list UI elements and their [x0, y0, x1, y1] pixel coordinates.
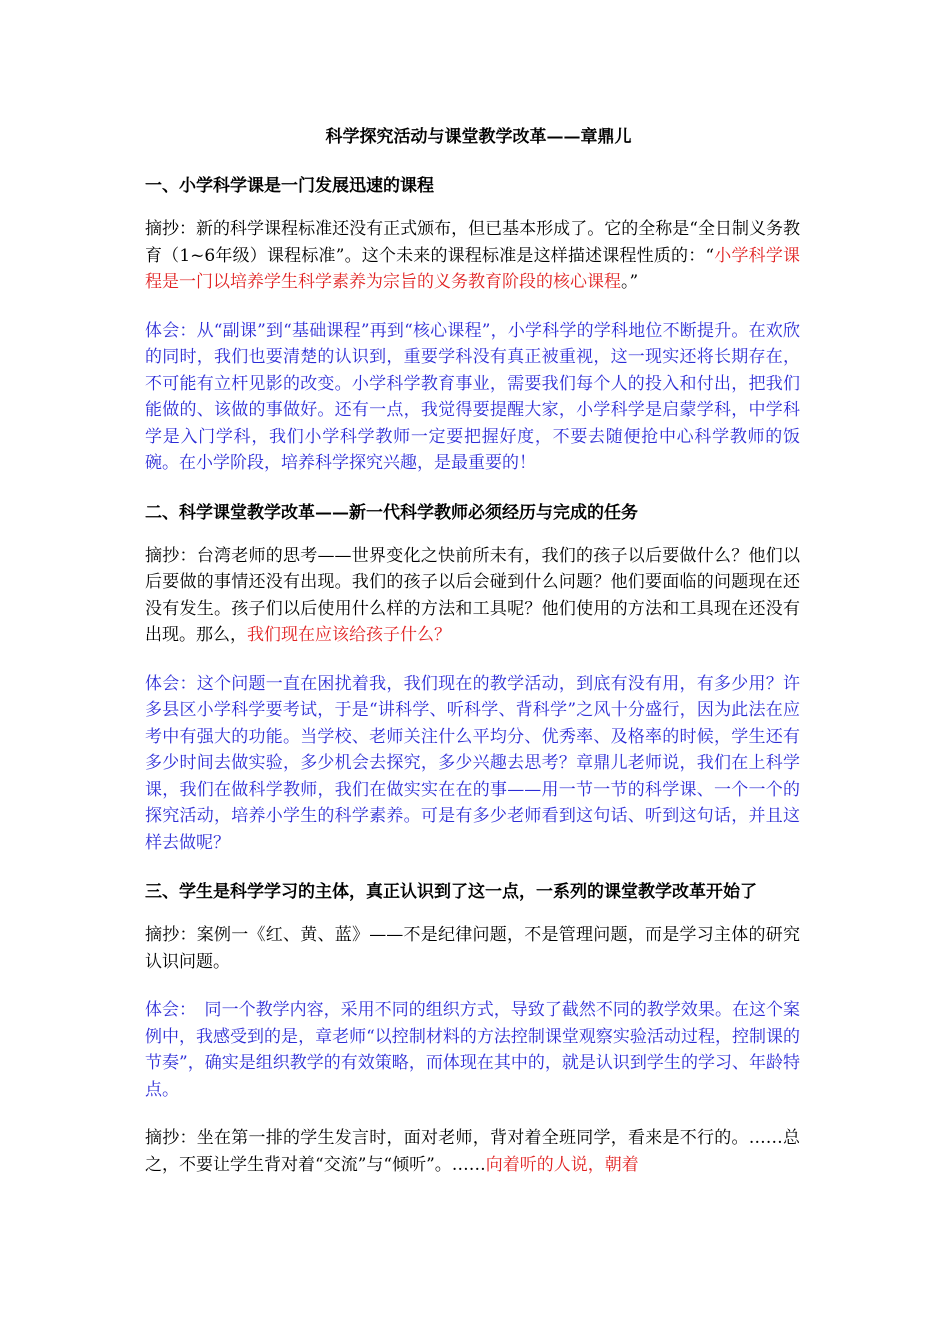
document-title: 科学探究活动与课堂教学改革——章鼎儿 [325, 127, 632, 147]
excerpt-text: 摘抄：新的科学课程标准还没有正式颁布，但已基本形成了。它的全称是“全日制义务教育（1~6年级）课程标准”。这个未来的课程标准是这样描述课程性质的：“ [145, 219, 800, 266]
excerpt-text: 摘抄：台湾老师的思考——世界变化之快前所未有，我们的孩子以后要做什么？他们以后要做的事情还没有出现。我们的孩子以后会碰到什么问题？他们要面临的问题现在还没有发生。孩子们以后使用什么样的方法和工具呢？他们使用的方法和工具现在还没有出现。那么， [145, 545, 800, 645]
excerpt-text: 摘抄：坐在第一排的学生发言时，面对老师，背对着全班同学，看来是不行的。……总之，不要让学生背对着“交流”与“倾听”。…… [145, 1128, 800, 1175]
excerpt-text-tail: 。” [621, 272, 639, 292]
highlighted-phrase: 向着听的人说，朝着 [485, 1154, 639, 1175]
section-heading-3: 三、学生是科学学习的主体，真正认识到了这一点，一系列的课堂教学改革开始了 [145, 882, 757, 902]
highlighted-question: 我们现在应该给孩子什么？ [247, 625, 451, 645]
reflection-paragraph-3: 体会： 同一个教学内容，采用不同的组织方式，导致了截然不同的教学效果。在这个案例中，我感受到的是，章老师“以控制材料的方法控制课堂观察实验活动过程，控制课的节奏”，确实是组织教学的有效策略，而体现在其中的，就是认识到学生的学习、年龄特点。 [145, 1000, 800, 1100]
section-heading-2: 二、科学课堂教学改革——新一代科学教师必须经历与完成的任务 [145, 502, 638, 523]
excerpt-paragraph-4 [145, 1125, 800, 1178]
document-page [145, 124, 800, 1200]
excerpt-paragraph-3: 摘抄：案例一《红、黄、蓝》——不是纪律问题，不是管理问题，而是学习主体的研究认识问题。 [145, 925, 800, 972]
excerpt-paragraph-2 [145, 543, 800, 649]
reflection-paragraph-1: 体会：从“副课”到“基础课程”再到“核心课程”，小学科学的学科地位不断提升。在欢欣的同时，我们也要清楚的认识到，重要学科没有真正被重视，这一现实还将长期存在，不可能有立杆见影的改变。小学科学教育事业，需要我们每个人的投入和付出，把我们能做的、该做的事做好。还有一点，我觉得要提醒大家，小学科学是启蒙学科，中学科学是入门学科，我们小学科学教师一定要把握好度，不要去随便抢中心科学教师的饭碗。在小学阶段，培养科学探究兴趣，是最重要的！ [145, 320, 800, 473]
section-heading-1: 一、小学科学课是一门发展迅速的课程 [145, 176, 434, 196]
excerpt-paragraph-1 [145, 216, 800, 296]
highlighted-quote: 小学科学课程是一门以培养学生科学素养为宗旨的义务教育阶段的核心课程 [145, 245, 801, 292]
reflection-paragraph-2: 体会：这个问题一直在困扰着我，我们现在的教学活动，到底有没有用，有多少用？许多县区小学科学要考试，于是“讲科学、听科学、背科学”之风十分盛行，因为此法在应考中有强大的功能。当学校、老师关注什么平均分、优秀率、及格率的时候，学生还有多少时间去做实验，多少机会去探究，多少兴趣去思考？章鼎儿老师说，我们在上科学课，我们在做科学教师，我们在做实实在在的事——用一节一节的科学课、一个一个的探究活动，培养小学生的科学素养。可是有多少老师看到这句话、听到这句话，并且这样去做呢？ [145, 673, 800, 853]
